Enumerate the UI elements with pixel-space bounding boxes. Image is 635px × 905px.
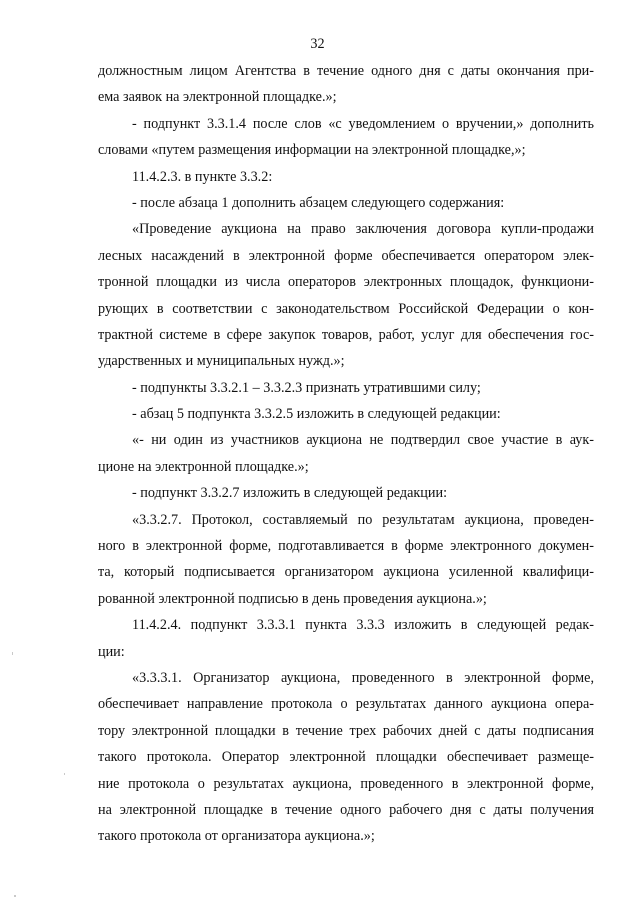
text-line: должностным лицом Агентства в течение одного дня с даты окончания при-: [98, 63, 594, 79]
text-line: ции:: [98, 643, 125, 660]
text-line: 11.4.2.3. в пункте 3.3.2:: [132, 168, 273, 185]
text-line: на электронной площадке в течение одного рабочего дня с даты получения: [98, 801, 594, 818]
text-line: ударственных и муниципальных нужд.»;: [98, 353, 345, 370]
text-line: - после абзаца 1 дополнить абзацем следующего содержания:: [132, 194, 505, 211]
page-number: 32: [310, 36, 325, 52]
text-line: - подпункт 3.3.2.7 изложить в следующей редакции:: [132, 485, 448, 502]
text-line: ционе на электронной площадке.»;: [98, 458, 309, 475]
text-line: - абзац 5 подпункта 3.3.2.5 изложить в следующей редакции:: [132, 406, 501, 423]
text-line: ема заявок на электронной площадке.»;: [98, 89, 337, 106]
text-line: 11.4.2.4. подпункт 3.3.3.1 пункта 3.3.3 изложить в следующей редак-: [132, 617, 594, 634]
text-line: тору электронной площадки в течение трех рабочих дней с даты подписания: [98, 722, 594, 739]
text-line: обеспечивает направление протокола о результатах данного аукциона опера-: [98, 696, 594, 713]
text-line: та, который подписывается организатором аукциона усиленной квалифици-: [98, 564, 594, 581]
text-line: рующих в соответствии с законодательством Российской Федерации о кон-: [98, 300, 594, 317]
scan-speck: [14, 895, 16, 897]
text-line: лесных насаждений в электронной форме обеспечивается оператором элек-: [98, 247, 594, 264]
scan-speck: [12, 652, 13, 655]
text-line: «- ни один из участников аукциона не подтвердил свое участие в аук-: [132, 432, 594, 449]
text-line: - подпункт 3.3.1.4 после слов «с уведомлением о вручении,» дополнить: [132, 115, 594, 132]
scan-speck: [64, 773, 65, 775]
text-line: «Проведение аукциона на право заключения договора купли-продажи: [132, 221, 594, 238]
text-line: такого протокола. Оператор электронной площадки обеспечивает размеще-: [98, 749, 594, 766]
text-line: тронной площадки из числа операторов электронных площадок, функциони-: [98, 274, 594, 291]
text-line: - подпункты 3.3.2.1 – 3.3.2.3 признать утратившими силу;: [132, 379, 481, 396]
text-line: ние протокола о результатах аукциона, проведенного в электронной форме,: [98, 775, 594, 792]
text-line: рованной электронной подписью в день проведения аукциона.»;: [98, 590, 487, 607]
text-line: трактной системе в сфере закупок товаров, работ, услуг для обеспечения гос-: [98, 326, 594, 343]
text-line: словами «путем размещения информации на электронной площадке,»;: [98, 142, 526, 159]
document-body: [98, 58, 594, 850]
text-line: такого протокола от организатора аукциона.»;: [98, 828, 375, 845]
text-line: ного в электронной форме, подготавливается в форме электронного докумен-: [98, 538, 594, 555]
text-line: «3.3.3.1. Организатор аукциона, проведенного в электронной форме,: [132, 669, 594, 686]
text-line: «3.3.2.7. Протокол, составляемый по результатам аукциона, проведен-: [132, 511, 594, 528]
